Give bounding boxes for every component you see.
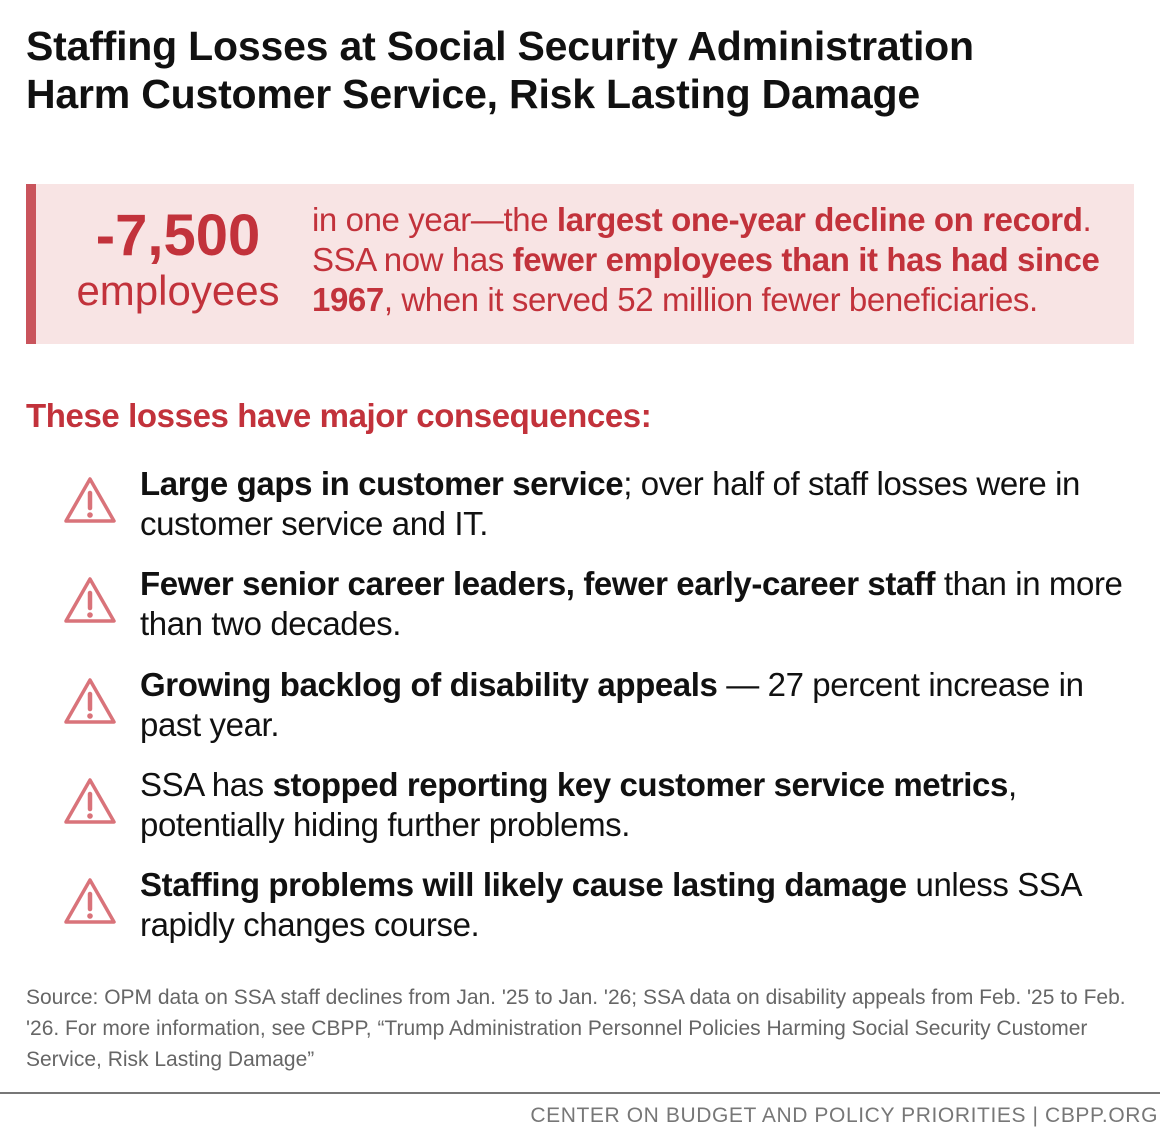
footer-credit: CENTER ON BUDGET AND POLICY PRIORITIES | CBPP.ORG <box>530 1104 1158 1127</box>
item-bold-text: Staffing problems will likely cause lasting damage <box>140 866 907 903</box>
stat-block <box>68 204 288 314</box>
item-text <box>140 865 1130 945</box>
item-bold-text: Growing backlog of disability appeals <box>140 666 718 703</box>
callout-text-part: . SSA now has <box>312 201 1092 278</box>
warning-triangle-icon <box>62 875 118 927</box>
item-bold-text: Fewer senior career leaders, fewer early-career staff <box>140 565 936 602</box>
footer-divider <box>0 1092 1160 1094</box>
item-text-part: SSA has <box>140 766 273 803</box>
item-text-part: unless SSA rapidly changes course. <box>140 866 1081 943</box>
callout-bold-part: largest one-year decline on record <box>556 201 1083 238</box>
warning-triangle-icon <box>62 675 118 727</box>
item-bold-text: stopped reporting key customer service metrics <box>272 766 1008 803</box>
item-text-part: , potentially hiding further problems. <box>140 766 1017 843</box>
stat-callout <box>26 184 1134 344</box>
title-line-2: Harm Customer Service, Risk Lasting Damage <box>26 71 920 117</box>
callout-text-part: in one year—the <box>312 201 557 238</box>
page-title <box>26 22 1146 118</box>
callout-text <box>312 200 1122 320</box>
stat-unit: employees <box>76 267 280 314</box>
item-text-part: — 27 percent increase in past year. <box>140 666 1084 743</box>
item-text <box>140 464 1130 544</box>
list-item <box>0 562 1160 654</box>
list-item <box>0 462 1160 554</box>
item-text <box>140 665 1130 745</box>
list-item <box>0 763 1160 855</box>
stat-number: -7,500 <box>95 203 261 268</box>
list-item <box>0 863 1160 955</box>
item-bold-text: Large gaps in customer service <box>140 465 624 502</box>
source-note: Source: OPM data on SSA staff declines from Jan. '25 to Jan. '26; SSA data on disability appeals from Feb. '25 to Feb. '26. For more information, see CBPP, “Trump Administration Personnel Policies Harming Social Security Customer Service, Risk Lasting Damage” <box>26 986 1126 1071</box>
list-item <box>0 663 1160 755</box>
callout-text-part: , when it served 52 million fewer beneficiaries. <box>383 281 1038 318</box>
item-text <box>140 765 1130 845</box>
callout-bold-part: fewer employees than it has had since 1967 <box>312 241 1100 318</box>
item-text-part: than in more than two decades. <box>140 565 1123 642</box>
warning-triangle-icon <box>62 775 118 827</box>
warning-triangle-icon <box>62 474 118 526</box>
warning-triangle-icon <box>62 574 118 626</box>
consequences-heading: These losses have major consequences: <box>26 397 652 434</box>
item-text-part: ; over half of staff losses were in customer service and IT. <box>140 465 1081 542</box>
title-line-1: Staffing Losses at Social Security Administration <box>26 23 974 69</box>
item-text <box>140 564 1130 644</box>
